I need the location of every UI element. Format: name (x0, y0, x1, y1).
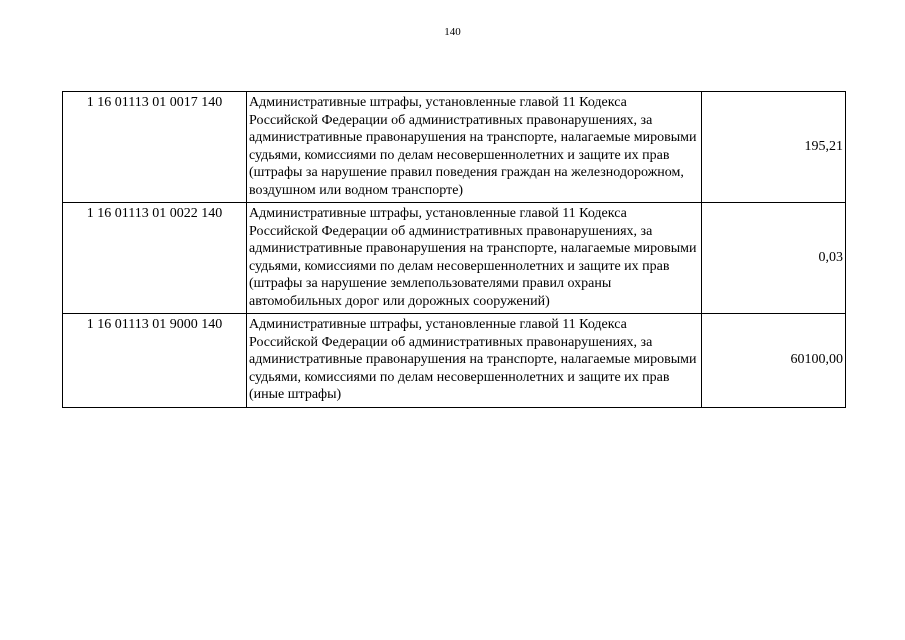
revenue-description: Административные штрафы, установленные главой 11 Кодекса Российской Федерации об административных правонарушениях, за административные правонарушения на транспорте, налагаемые мировыми судьями, комиссиями по делам несовершеннолетних и защите их прав (иные штрафы) (247, 314, 702, 408)
budget-classification-code: 1 16 01113 01 9000 140 (63, 314, 247, 408)
budget-classification-code: 1 16 01113 01 0022 140 (63, 203, 247, 314)
table-row (63, 203, 846, 314)
revenue-amount: 0,03 (702, 203, 846, 314)
table-row (63, 92, 846, 203)
revenue-table (62, 91, 846, 408)
revenue-amount: 60100,00 (702, 314, 846, 408)
page-number: 140 (444, 26, 461, 38)
budget-classification-code: 1 16 01113 01 0017 140 (63, 92, 247, 203)
revenue-description: Административные штрафы, установленные главой 11 Кодекса Российской Федерации об административных правонарушениях, за административные правонарушения на транспорте, налагаемые мировыми судьями, комиссиями по делам несовершеннолетних и защите их прав (штрафы за нарушение правил поведения граждан на железнодорожном, воздушном или водном транспорте) (247, 92, 702, 203)
table-row (63, 314, 846, 408)
revenue-amount: 195,21 (702, 92, 846, 203)
revenue-description: Административные штрафы, установленные главой 11 Кодекса Российской Федерации об административных правонарушениях, за административные правонарушения на транспорте, налагаемые мировыми судьями, комиссиями по делам несовершеннолетних и защите их прав (штрафы за нарушение землепользователями правил охраны автомобильных дорог или дорожных сооружений) (247, 203, 702, 314)
